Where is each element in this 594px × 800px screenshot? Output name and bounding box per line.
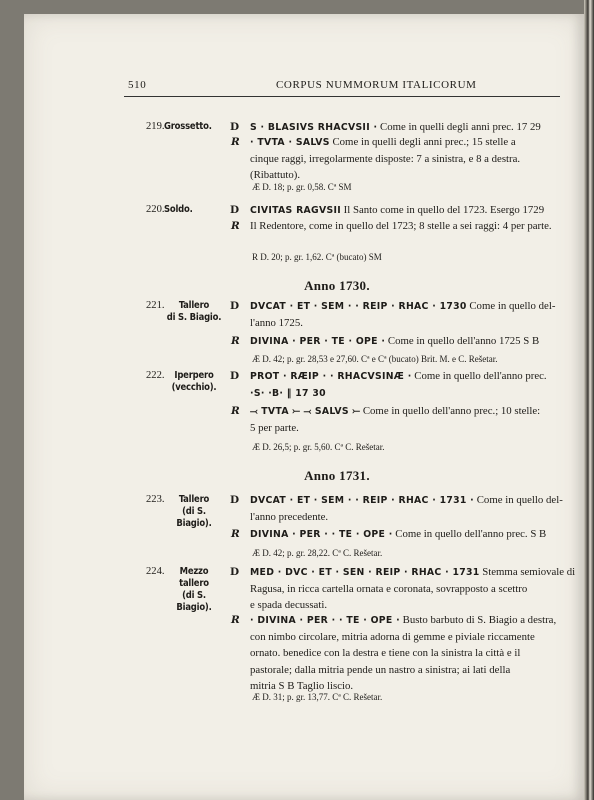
- specimen-data: Æ D. 26,5; p. gr. 5,60. Cª C. Rešetar.: [252, 442, 385, 452]
- entry-number: 222.: [146, 370, 165, 381]
- reverse-line: [250, 528, 546, 540]
- reverse-line: [250, 136, 516, 148]
- reverse-marker: R: [231, 528, 240, 540]
- obverse-marker: D: [230, 566, 240, 578]
- specimen-data: Æ D. 42; p. gr. 28,22. Cª C. Rešetar.: [252, 548, 383, 558]
- reverse-line: [250, 614, 556, 626]
- description-text: mitria S B Taglio liscio.: [250, 680, 354, 693]
- obverse-line: [250, 121, 541, 133]
- legend-text: DIVINA · PER · TE · OPE ·: [250, 336, 386, 347]
- description-text: cinque raggi, irregolarmente disposte: 7 a sinistra, e 8 a destra.: [250, 152, 521, 165]
- specimen-data: Æ D. 42; p. gr. 28,53 e 27,60. Cª e Cª (bucato) Brit. M. e C. Rešetar.: [252, 354, 498, 364]
- obverse-marker: D: [230, 370, 240, 382]
- coin-denomination: [164, 566, 224, 614]
- description-text: pastorale; dalla mitria pende un nastro a sinistra; ai lati della: [250, 663, 511, 676]
- description-text: Come in quelli degli anni prec. 17 29: [377, 121, 541, 133]
- legend-text: DVCAT · ET · SEM · · REIP · RHAC · 1730: [250, 301, 467, 312]
- reverse-line: [250, 422, 299, 434]
- obverse-line: [250, 494, 563, 506]
- legend-text: ⤙ TVTA ⤚ ⤙ SALVS ⤚: [250, 406, 361, 417]
- description-text: Come in quello dell'anno 1725 S B: [385, 335, 540, 347]
- reverse-line: [250, 647, 520, 659]
- reverse-line: [250, 680, 353, 692]
- page-edge: [584, 0, 594, 800]
- reverse-line: [250, 631, 535, 643]
- description-text: Il Santo come in quello del 1723. Esergo 1729: [340, 204, 545, 216]
- description-text: Busto barbuto di S. Biagio a destra,: [399, 614, 557, 626]
- obverse-line: [250, 599, 327, 611]
- description-text: Ragusa, in ricca cartella ornata e coronata, sovrapposto a scettro: [250, 582, 528, 595]
- obverse-line: [250, 204, 544, 216]
- denomination-line: (di S. Biagio).: [176, 506, 212, 529]
- reverse-marker: R: [231, 335, 240, 347]
- obverse-marker: D: [230, 204, 240, 216]
- page-number: 510: [128, 79, 147, 91]
- description-text: Il Redentore, come in quello del 1723; 8 stelle a sei raggi: 4 per parte.: [250, 220, 552, 232]
- obverse-line: [250, 511, 328, 523]
- legend-text: · TVTA · SALVS: [250, 137, 330, 148]
- coin-denomination: [164, 370, 224, 394]
- denomination-line: di S. Biagio.: [166, 312, 222, 323]
- legend-text: MED · DVC · ET · SEN · REIP · RHAC · 1731: [250, 567, 480, 578]
- description-text: con nimbo circolare, mitria adorna di gemme e piviale riccamente: [250, 630, 535, 643]
- coin-denomination: [164, 300, 224, 324]
- entry-number: 223.: [146, 494, 165, 505]
- description-text: ornato. benedice con la destra e tiene con la sinistra la città e il: [250, 647, 521, 660]
- legend-text: DVCAT · ET · SEM · · REIP · RHAC · 1731 ·: [250, 495, 475, 506]
- legend-text: DIVINA · PER · · TE · OPE ·: [250, 529, 393, 540]
- legend-text: PROT · RÆIP · · RHACVSINÆ ·: [250, 371, 412, 382]
- description-text: Come in quello del-: [466, 300, 556, 312]
- description-text: Come in quelli degli anni prec.; 15 stelle a: [329, 136, 516, 148]
- denomination-line: Mezzo tallero: [179, 566, 209, 589]
- obverse-line: [250, 583, 527, 595]
- reverse-marker: R: [231, 220, 240, 232]
- reverse-marker: R: [231, 614, 240, 626]
- coin-denomination: [164, 494, 224, 530]
- reverse-line: [250, 169, 300, 181]
- running-title: CORPUS NUMMORUM ITALICORUM: [276, 79, 477, 91]
- reverse-line: [250, 335, 539, 347]
- obverse-marker: D: [230, 494, 240, 506]
- entry-number: 219.: [146, 121, 165, 132]
- description-text: Come in quello dell'anno prec. S B: [392, 528, 547, 540]
- denomination-line: Soldo.: [164, 204, 193, 215]
- denomination-line: Grossetto.: [164, 121, 212, 132]
- obverse-line: [250, 300, 555, 312]
- denomination-line: (di S. Biagio).: [176, 590, 212, 613]
- entry-number: 224.: [146, 566, 165, 577]
- description-text: Stemma semiovale di: [479, 566, 576, 578]
- coin-denomination: [164, 121, 212, 133]
- entry-number: 221.: [146, 300, 165, 311]
- denomination-line: Iperpero: [174, 370, 214, 381]
- description-text: Come in quello dell'anno prec.; 10 stelle:: [360, 405, 541, 417]
- entry-number: 220.: [146, 204, 165, 215]
- obverse-line: [250, 370, 547, 382]
- obverse-marker: D: [230, 300, 240, 312]
- description-text: l'anno 1725.: [250, 316, 303, 329]
- denomination-line: (vecchio).: [171, 382, 217, 393]
- legend-text: CIVITAS RAGVSII: [250, 205, 341, 216]
- legend-text: ·S· ·B· ‖ 17 30: [250, 387, 326, 399]
- specimen-data: Æ D. 18; p. gr. 0,58. Cª SM: [252, 182, 352, 192]
- description-text: Come in quello del-: [474, 494, 563, 506]
- description-text: 5 per parte.: [250, 421, 299, 434]
- obverse-line: [250, 566, 575, 578]
- reverse-line: [250, 664, 510, 676]
- specimen-data: Æ D. 31; p. gr. 13,77. Cª C. Rešetar.: [252, 692, 383, 702]
- reverse-line: [250, 153, 520, 165]
- header-rule: [124, 96, 560, 97]
- description-text: Come in quello dell'anno prec.: [411, 370, 547, 382]
- denomination-line: Tallero: [178, 494, 210, 505]
- description-text: e spada decussati.: [250, 599, 328, 612]
- legend-text: · DIVINA · PER · · TE · OPE ·: [250, 615, 400, 626]
- description-text: (Ribattuto).: [250, 169, 301, 182]
- obverse-line: [250, 387, 326, 399]
- reverse-line: [250, 405, 540, 417]
- denomination-line: Tallero: [178, 300, 210, 311]
- reverse-marker: R: [231, 136, 240, 148]
- legend-text: S · BLASIVS RHACVSII ·: [250, 122, 378, 133]
- coin-denomination: [164, 204, 193, 216]
- reverse-marker: R: [231, 405, 240, 417]
- year-heading: Anno 1731.: [304, 468, 370, 483]
- year-heading: Anno 1730.: [304, 278, 370, 293]
- description-text: l'anno precedente.: [250, 510, 329, 523]
- specimen-data: R D. 20; p. gr. 1,62. Cª (bucato) SM: [252, 252, 382, 262]
- reverse-line: [250, 220, 552, 232]
- obverse-line: [250, 317, 303, 329]
- obverse-marker: D: [230, 121, 240, 133]
